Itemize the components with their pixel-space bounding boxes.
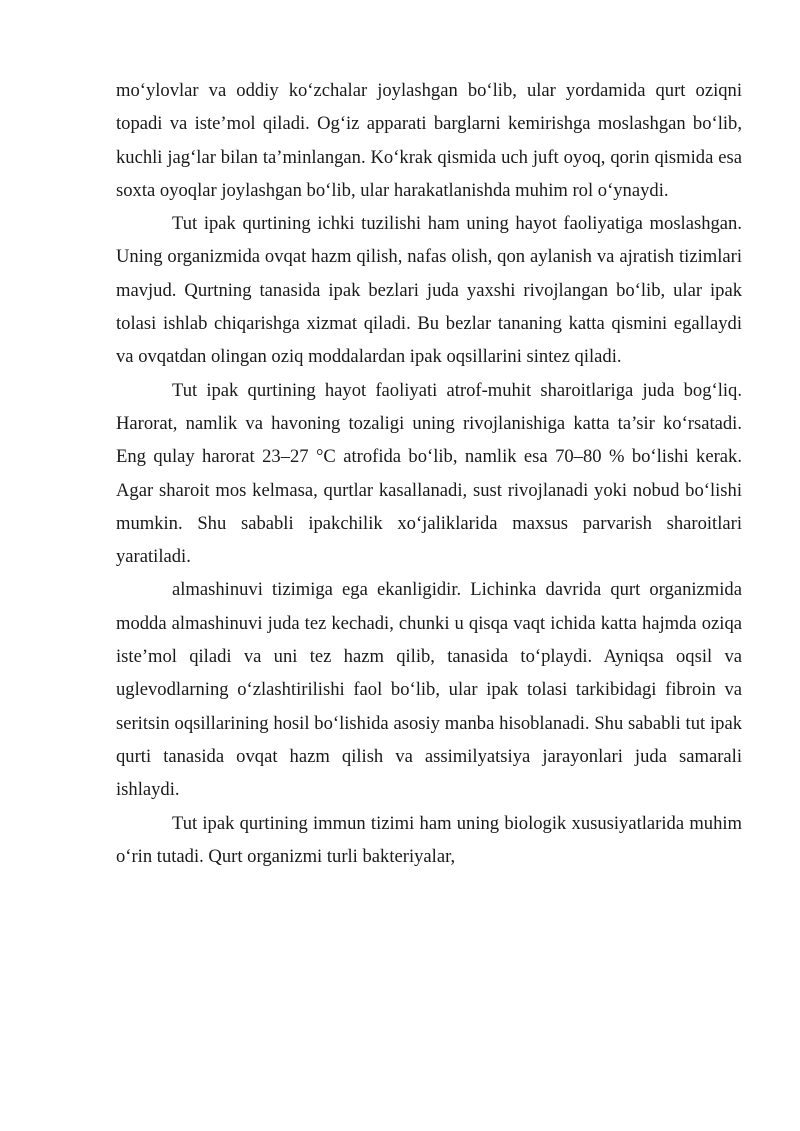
- paragraph-environment: Tut ipak qurtining hayot faoliyati atrof-muhit sharoitlariga juda bog‘liq. Harorat, namlik va havoning tozaligi uning rivojlanishiga katta ta’sir ko‘rsatadi. Eng qulay harorat 23–27 °C atrofida bo‘lib, namlik esa 70–80 % bo‘lishi kerak. Agar sharoit mos kelmasa, qurtlar kasallanadi, sust rivojlanadi yoki nobud bo‘lishi mumkin. Shu sababli ipakchilik xo‘jaliklarida maxsus parvarish sharoitlari yaratiladi.: [116, 379, 742, 568]
- paragraph-internal-structure: Tut ipak qurtining ichki tuzilishi ham uning hayot faoliyatiga moslashgan. Uning organizmida ovqat hazm qilish, nafas olish, qon aylanish va ajratish tizimlari mavjud. Qurtning tanasida ipak bezlari juda yaxshi rivojlangan bo‘lib, ular ipak tolasi ishlab chiqarishga xizmat qiladi. Bu bezlar tananing katta qismini egallaydi va ovqatdan olingan oziq moddalardan ipak oqsillarini sintez qiladi.: [116, 213, 742, 368]
- paragraph-metabolism: almashinuvi tizimiga ega ekanligidir. Lichinka davrida qurt organizmida modda almashinuvi juda tez kechadi, chunki u qisqa vaqt ichida katta hajmda oziqa iste’mol qiladi va uni tez hazm qilib, tanasida to‘playdi. Ayniqsa oqsil va uglevodlarning o‘zlashtirilishi faol bo‘lib, ular ipak tolasi tarkibidagi fibroin va seritsin oqsillarining hosil bo‘lishida asosiy manba hisoblanadi. Shu sababli tut ipak qurti tanasida ovqat hazm qilish va assimilyatsiya jarayonlari juda samarali ishlaydi.: [116, 579, 742, 801]
- paragraph-immune-system: Tut ipak qurtining immun tizimi ham uning biologik xususiyatlarida muhim o‘rin tutadi. Qurt organizmi turli bakteriyalar,: [116, 812, 742, 867]
- document-body: [116, 74, 742, 873]
- paragraph-continuation: mo‘ylovlar va oddiy ko‘zchalar joylashgan bo‘lib, ular yordamida qurt oziqni topadi va iste’mol qiladi. Og‘iz apparati barglarni kemirishga moslashgan bo‘lib, kuchli jag‘lar bilan ta’minlangan. Ko‘krak qismida uch juft oyoq, qorin qismida esa soxta oyoqlar joylashgan bo‘lib, ular harakatlanishda muhim rol o‘ynaydi.: [116, 80, 742, 201]
